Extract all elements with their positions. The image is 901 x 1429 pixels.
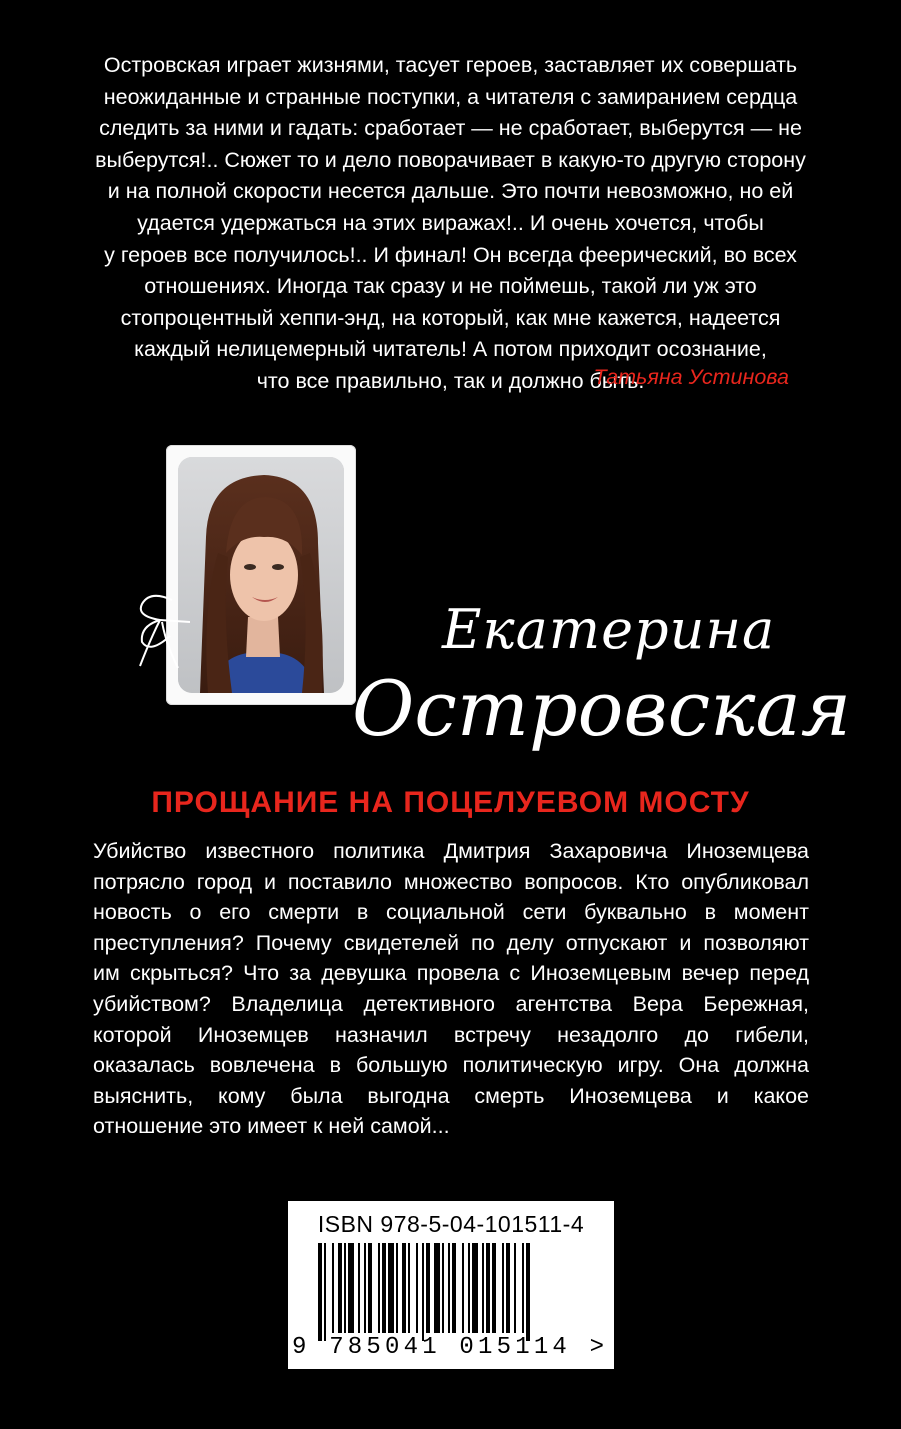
review-quote (60, 50, 841, 398)
barcode-bar (502, 1243, 504, 1333)
barcode-bar (506, 1243, 510, 1333)
annotation-line: убийством? Владелица детективного агентства Вера Бережная, (93, 991, 809, 1016)
barcode-bar (434, 1243, 440, 1333)
barcode-bar (408, 1243, 410, 1333)
barcode-bar (514, 1243, 516, 1333)
barcode-bar (318, 1243, 322, 1341)
annotation-line: выяснить, кому была выгодна смерть Иноземцева и какое (93, 1083, 809, 1108)
annotation-line: новость о его смерти в социальной сети буквально в момент (93, 900, 809, 925)
quote-line: выберутся!.. Сюжет то и дело поворачивает в какую-то другую сторону (95, 147, 806, 172)
quote-author: Татьяна Устинова (593, 365, 789, 389)
barcode-bar (344, 1243, 346, 1333)
barcode-bars (318, 1243, 608, 1341)
barcode-bar (448, 1243, 450, 1333)
barcode-bar (378, 1243, 380, 1333)
quote-line: неожиданные и странные поступки, а читателя с замиранием сердца (103, 84, 798, 109)
author-first-name: Екатерина (442, 598, 776, 661)
barcode-digits: 9 785041 015114 > (292, 1334, 609, 1361)
quote-line: Островская играет жизнями, тасует героев, заставляет их совершать (103, 53, 798, 77)
author-last-name: Островская (352, 664, 852, 753)
barcode-bar (526, 1243, 530, 1341)
quote-line: каждый нелицемерный читатель! А потом приходит осознание, (134, 337, 767, 362)
barcode-bar (472, 1243, 478, 1333)
barcode-bar (462, 1243, 464, 1333)
annotation-line: отношение это имеет к ней самой... (93, 1114, 450, 1139)
barcode-bar (324, 1243, 326, 1341)
barcode-bar (422, 1243, 424, 1341)
book-title: ПРОЩАНИЕ НА ПОЦЕЛУЕВОМ МОСТУ (151, 786, 750, 819)
isbn-barcode (288, 1201, 614, 1369)
quote-line: следить за ними и гадать: сработает — не сработает, выберутся — не (99, 116, 802, 141)
barcode-bar (482, 1243, 484, 1333)
annotation-line: которой Иноземцев назначил встречу незадолго до гибели, (93, 1022, 809, 1047)
barcode-bar (486, 1243, 490, 1333)
barcode-bar (426, 1243, 430, 1333)
barcode-bar (338, 1243, 342, 1333)
quote-line: и на полной скорости несется дальше. Это почти невозможно, но ей (107, 179, 794, 204)
barcode-bar (364, 1243, 366, 1333)
ribbon-bow-icon (120, 580, 190, 670)
barcode-bar (416, 1243, 418, 1333)
author-portrait-image (178, 457, 344, 693)
quote-line: стопроцентный хеппи-энд, на который, как мне кажется, надеется (120, 305, 781, 330)
barcode-bar (368, 1243, 372, 1333)
barcode-bar (382, 1243, 386, 1333)
barcode-bar (388, 1243, 394, 1333)
barcode-bar (332, 1243, 334, 1333)
quote-line: что все правильно, так и должно быть. (256, 368, 645, 393)
quote-line: отношениях. Иногда так сразу и не поймешь, такой ли уж это (144, 274, 757, 299)
annotation-line: оказалась вовлечена в большую политическую игру. Она должна (93, 1053, 809, 1078)
annotation-line: им скрыться? Что за девушка провела с Иноземцевым вечер перед (93, 961, 809, 986)
annotation-line: потрясло город и поставило множество вопросов. Кто опубликовал (93, 869, 809, 894)
barcode-bar (452, 1243, 456, 1333)
barcode-bar (468, 1243, 470, 1333)
barcode-bar (358, 1243, 360, 1333)
barcode-bar (522, 1243, 524, 1333)
author-photo (178, 457, 344, 693)
annotation-line: преступления? Почему свидетелей по делу отпускают и позволяют (93, 930, 809, 955)
barcode-bar (348, 1243, 354, 1333)
annotation-line: Убийство известного политика Дмитрия Захаровича Иноземцева (93, 839, 809, 863)
barcode-bar (492, 1243, 496, 1333)
book-annotation (93, 836, 809, 1142)
barcode-bar (442, 1243, 444, 1333)
quote-line: удается удержаться на этих виражах!.. И очень хочется, чтобы (137, 210, 764, 235)
quote-line: у героев все получилось!.. И финал! Он всегда феерический, во всех (104, 242, 797, 267)
author-photo-frame (166, 445, 356, 705)
isbn-label: ISBN 978-5-04-101511-4 (317, 1211, 585, 1237)
barcode-bar (402, 1243, 406, 1333)
barcode-bar (396, 1243, 398, 1333)
